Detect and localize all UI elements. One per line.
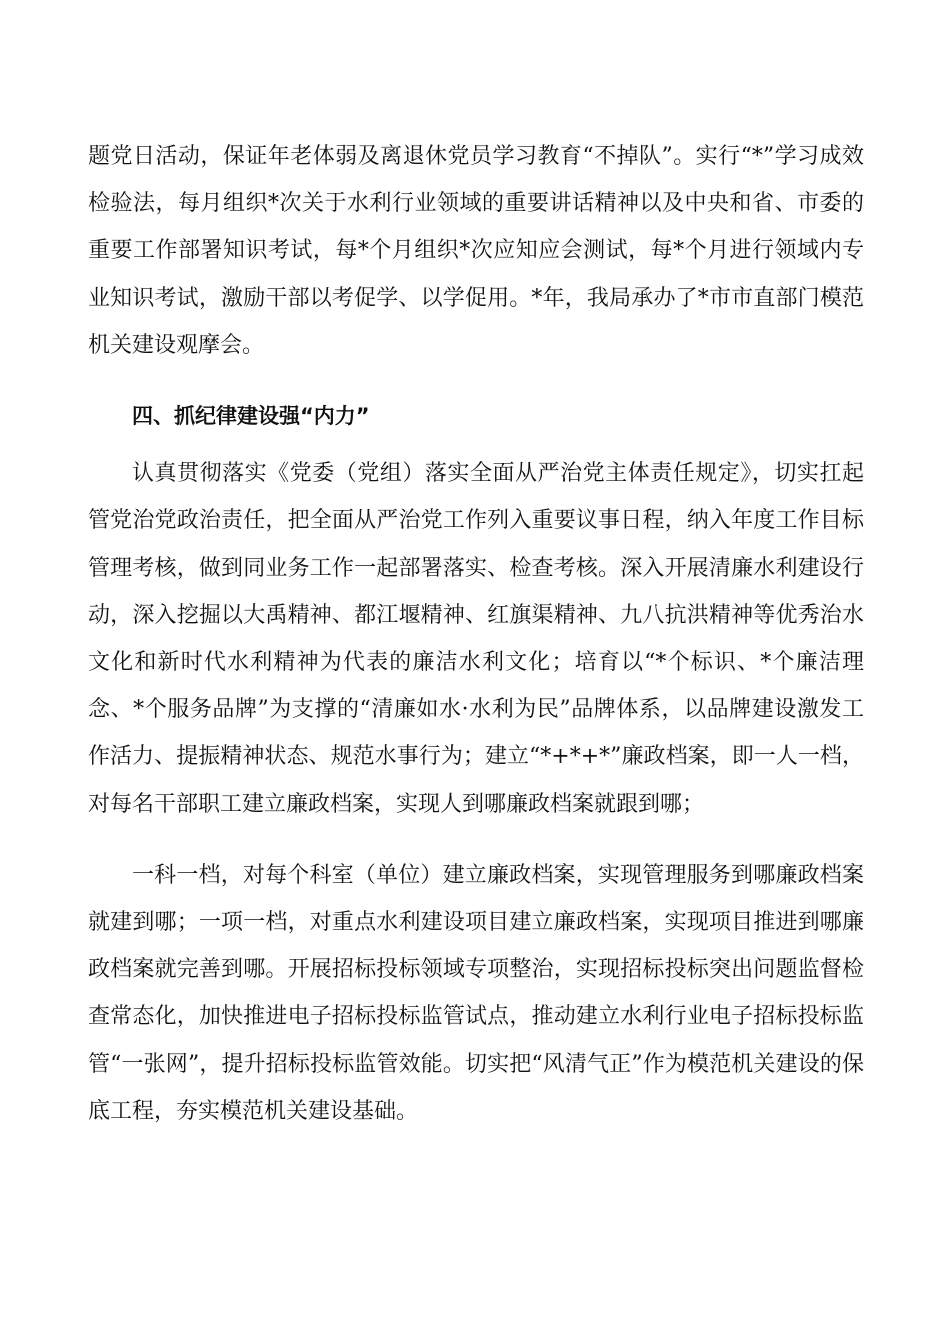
paragraph: 认真贯彻落实《党委（党组）落实全面从严治党主体责任规定》，切实扛起管党治党政治责任，把全面从严治党工作列入重要议事日程，纳入年度工作目标管理考核，做到同业务工作一起部署落实、检查考核。深入开展清廉水利建设行动，深入挖掘以大禹精神、都江堰精神、红旗渠精神、九八抗洪精神等优秀治水文化和新时代水利精神为代表的廉洁水利文化；培育以“*个标识、*个廉洁理念、*个服务品牌”为支撑的“清廉如水·水利为民”品牌体系，以品牌建设激发工作活力、提振精神状态、规范水事行为；建立“*+*+*”廉政档案，即一人一档，对每名干部职工建立廉政档案，实现人到哪廉政档案就跟到哪； xyxy=(88,461,864,817)
paragraph-continued: 题党日活动，保证年老体弱及离退休党员学习教育“不掉队”。实行“*”学习成效检验法，每月组织*次关于水利行业领域的重要讲话精神以及中央和省、市委的重要工作部署知识考试，每*个月组织*次应知应会测试，每*个月进行领域内专业知识考试，激励干部以考促学、以学促用。*年，我局承办了*市市直部门模范机关建设观摩会。 xyxy=(88,144,864,358)
section-heading: 四、抓纪律建设强“内力” xyxy=(132,404,370,429)
document-body xyxy=(88,133,864,1135)
paragraph: 一科一档，对每个科室（单位）建立廉政档案，实现管理服务到哪廉政档案就建到哪；一项一档，对重点水利建设项目建立廉政档案，实现项目推进到哪廉政档案就完善到哪。开展招标投标领域专项整治，实现招标投标突出问题监督检查常态化，加快推进电子招标投标监管试点，推动建立水利行业电子招标投标监管“一张网”，提升招标投标监管效能。切实把“风清气正”作为模范机关建设的保底工程，夯实模范机关建设基础。 xyxy=(88,862,864,1124)
